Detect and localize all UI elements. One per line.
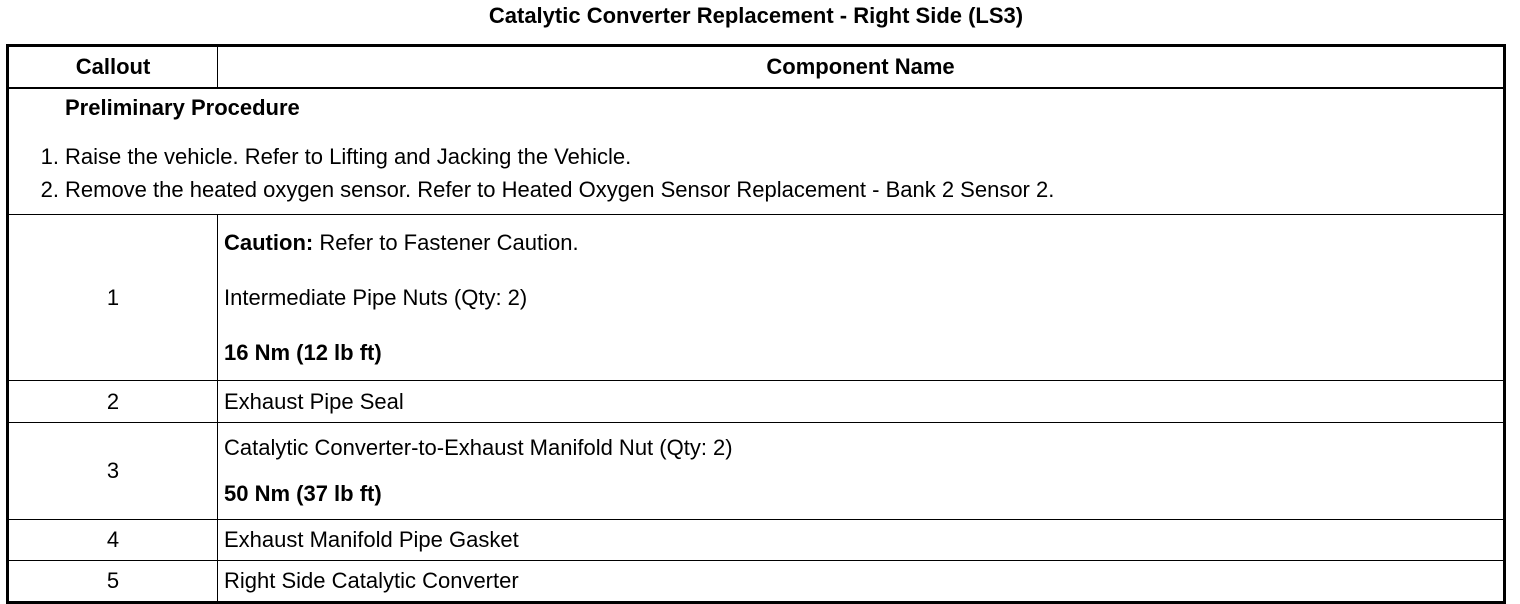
component-cell (218, 423, 1505, 520)
preliminary-step (9, 140, 1503, 173)
table-header-row (8, 46, 1505, 89)
component-cell (218, 215, 1505, 381)
callout-column-header: Callout (8, 46, 218, 89)
component-name: Exhaust Manifold Pipe Gasket (218, 520, 1505, 561)
preliminary-procedure-cell (8, 88, 1505, 215)
page-title: Catalytic Converter Replacement - Right Side (LS3) (488, 3, 1024, 28)
callout-cell: 1 (8, 215, 218, 381)
torque-spec: 16 Nm (12 lb ft) (224, 339, 382, 365)
preliminary-procedure-heading: Preliminary Procedure (65, 95, 300, 120)
component-name: Right Side Catalytic Converter (218, 561, 1505, 603)
table-row (8, 423, 1505, 520)
table-row (8, 215, 1505, 381)
preliminary-step (9, 173, 1503, 206)
table-row (8, 381, 1505, 423)
torque-spec: 50 Nm (37 lb ft) (224, 481, 382, 506)
callout-cell: 2 (8, 381, 218, 423)
preliminary-steps-list (9, 140, 1503, 206)
callout-cell: 3 (8, 423, 218, 520)
table-row (8, 561, 1505, 603)
preliminary-procedure-row (8, 88, 1505, 215)
components-table (6, 44, 1506, 604)
step-number: 1. (40, 143, 59, 169)
callout-cell: 4 (8, 520, 218, 561)
step-text: Remove the heated oxygen sensor. Refer to Heated Oxygen Sensor Replacement - Bank 2 Sensor 2. (65, 176, 1055, 202)
component-name: Catalytic Converter-to-Exhaust Manifold Nut (Qty: 2) (224, 435, 733, 460)
table-row (8, 520, 1505, 561)
component-name-column-header: Component Name (218, 46, 1505, 89)
component-name: Intermediate Pipe Nuts (Qty: 2) (224, 284, 528, 310)
step-number: 2. (40, 176, 59, 202)
caution-label: Caution: (224, 229, 314, 255)
caution-text: Refer to Fastener Caution. (313, 229, 579, 255)
callout-cell: 5 (8, 561, 218, 603)
caution-note (224, 215, 1497, 270)
step-text: Raise the vehicle. Refer to Lifting and Jacking the Vehicle. (65, 143, 632, 169)
component-name: Exhaust Pipe Seal (218, 381, 1505, 423)
